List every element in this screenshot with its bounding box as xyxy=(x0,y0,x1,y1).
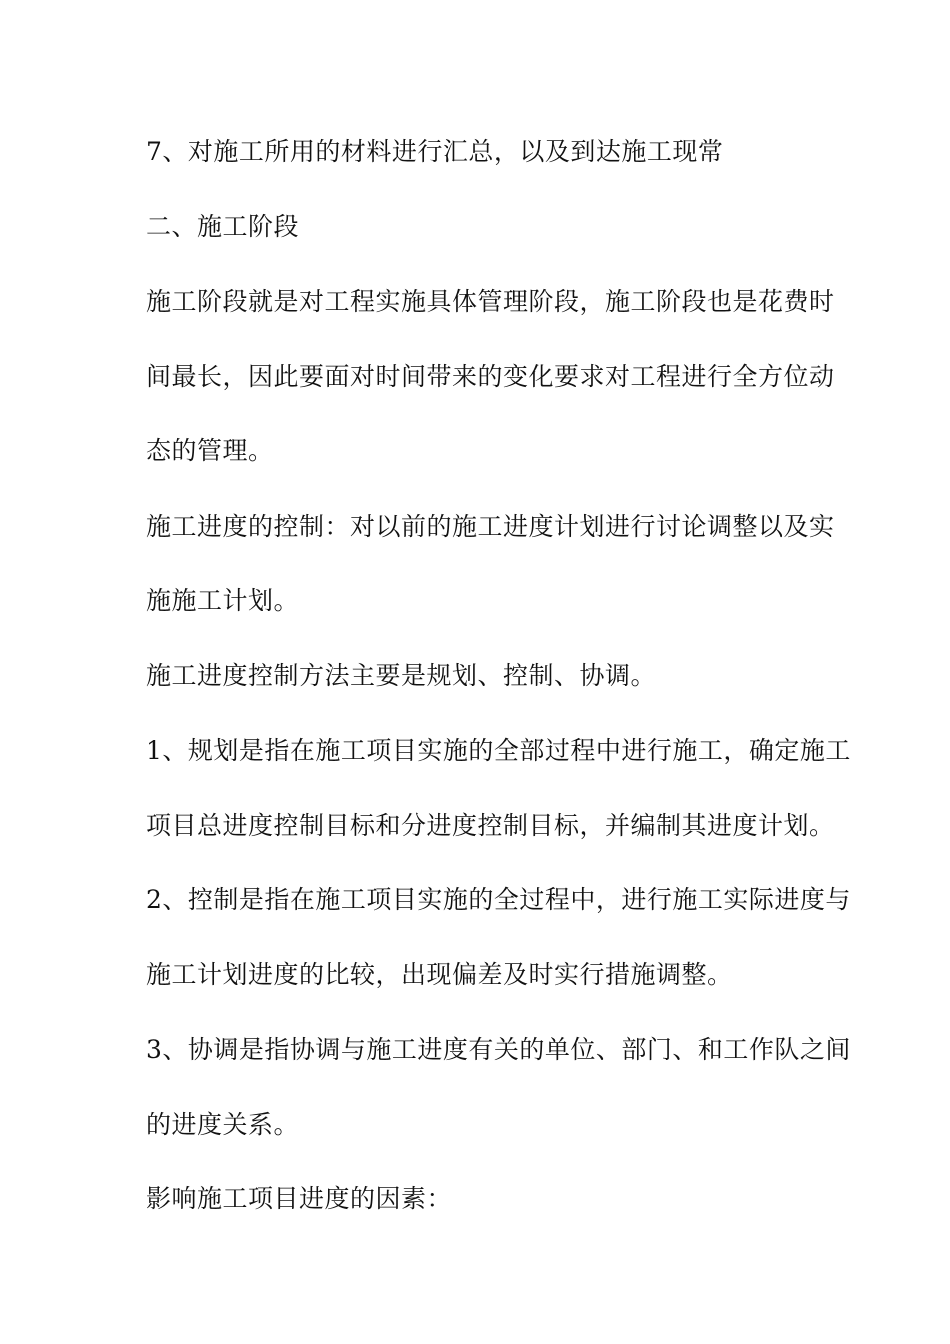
text-line: 间最长，因此要面对时间带来的变化要求对工程进行全方位动 xyxy=(146,362,835,391)
text-line: 施工阶段就是对工程实施具体管理阶段，施工阶段也是花费时 xyxy=(146,287,835,316)
text-line: 7、对施工所用的材料进行汇总，以及到达施工现常 xyxy=(146,137,724,166)
text-line: 2、控制是指在施工项目实施的全过程中，进行施工实际进度与 xyxy=(146,885,851,914)
text-line: 项目总进度控制目标和分进度控制目标，并编制其进度计划。 xyxy=(146,811,835,840)
text-line: 施工计划进度的比较，出现偏差及时实行措施调整。 xyxy=(146,960,733,989)
text-line: 施工进度的控制：对以前的施工进度计划进行讨论调整以及实 xyxy=(146,512,835,541)
section-heading: 二、施工阶段 xyxy=(146,212,300,241)
text-line: 施施工计划。 xyxy=(146,586,300,615)
text-line: 3、协调是指协调与施工进度有关的单位、部门、和工作队之间 xyxy=(146,1035,851,1064)
text-line: 施工进度控制方法主要是规划、控制、协调。 xyxy=(146,661,657,690)
text-line: 的进度关系。 xyxy=(146,1110,300,1139)
text-line: 态的管理。 xyxy=(146,436,274,465)
text-line: 1、规划是指在施工项目实施的全部过程中进行施工，确定施工 xyxy=(146,736,851,765)
text-line: 影响施工项目进度的因素： xyxy=(146,1184,453,1213)
